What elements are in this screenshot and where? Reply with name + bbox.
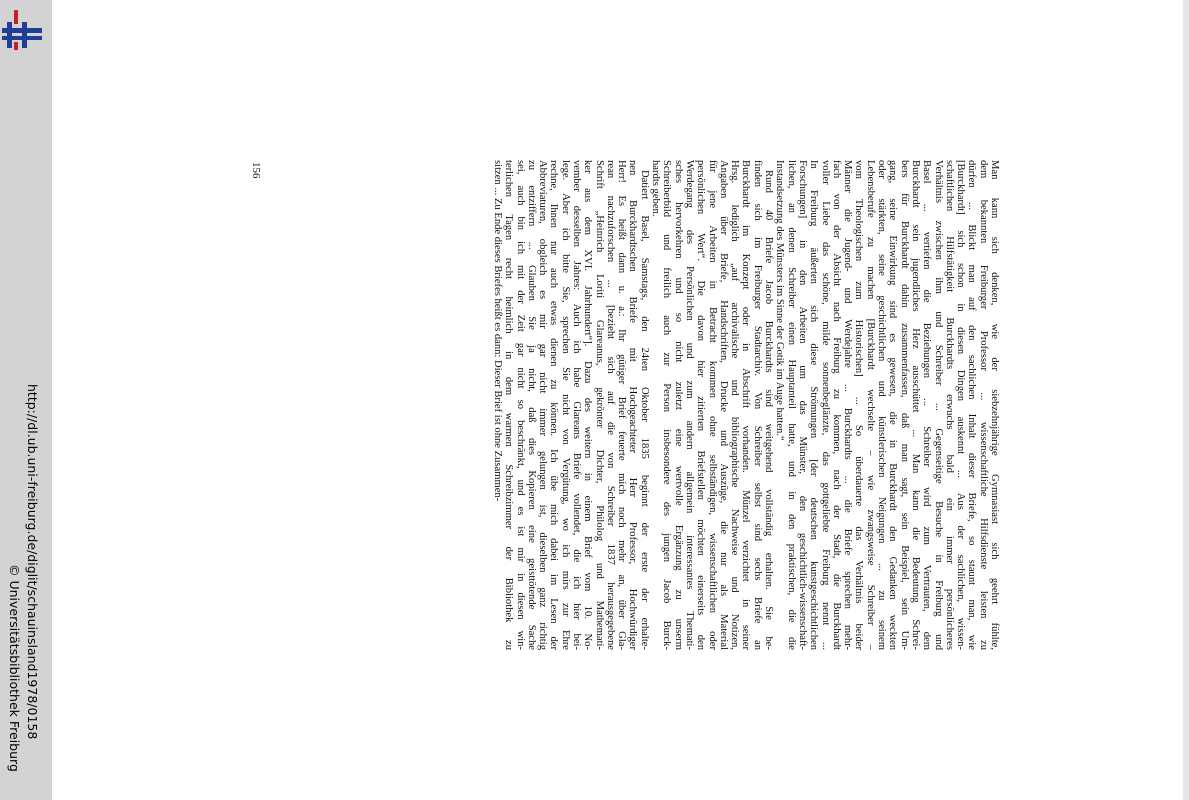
- text-line: Männer die Jugend- und Werdejahre ... Burckhardts ... die Briefe sprechen mehr-: [842, 160, 854, 650]
- text-line: Burckhardt im Konzept oder in Abschrift vorhanden. Münzel verzichtet in seiner: [740, 160, 752, 650]
- text-line: lichen, an denen Schreiber einen Hauptanteil hatte, und in den praktischen, die die: [785, 160, 797, 650]
- text-line: schaftlichen Hilfstätigkeit Burckhardts erwuchs bald ein immer persönlicheres: [943, 160, 955, 650]
- text-line: dem bekannten Freiburger Professor ... wissenschaftliche Hilfsdienste leisten zu: [977, 160, 989, 650]
- text-line: rean nachzuforschen ... [bezieht sich auf die von Schreiber 1837 herausgegebene: [604, 160, 616, 650]
- text-line: Angaben über Briefe, Handschriften, Drucke und Auszüge, die nur als Material: [717, 160, 729, 650]
- page-number-text: 156: [250, 162, 262, 179]
- text-line: Instandsetzung des Münsters im Sinne der Gotik im Auge hatten.“: [774, 160, 786, 441]
- text-line: Werdegang des Persönlichen und zum andern allgemein interessantes Themati-: [683, 160, 695, 650]
- text-line: vom Theologischen zum Historischen] ... So überdauerte das Verhältnis beider: [853, 160, 865, 650]
- text-line: sitzen ... Zu Ende dieses Briefes heißt es dann: Dieser Brief ist ohne Zusammen-: [491, 160, 503, 502]
- text-line: Herr! Es heißt dann u. a.: Ihr gütiger Brief feuerte mich noch mehr an, über Gla-: [616, 160, 628, 650]
- page-text-block: [492, 160, 1000, 650]
- text-line: Verhältnis zwischen ihm und Schreiber ... Gegenseitige Besuche in Freiburg und: [932, 160, 944, 650]
- text-line: Forschungen] in den Arbeiten um das Münster, den geschichtlich-wissenschaft-: [796, 160, 808, 650]
- text-line: nen Burckhardtschen Briefe mit Hochgeachteter Herr Professor, Hochwürdiger: [627, 160, 639, 650]
- text-line: In Freiburg äußerten sich diese Strömungen [der deutschen kunstgeschichtlichen: [808, 160, 820, 650]
- text-line: fach von der Absicht nach Freiburg zu kommen, nach der Stadt, die Burckhardt: [830, 160, 842, 650]
- text-line: finden sich im Freiburger Stadtarchiv. Von Schreiber selbst sind sechs Briefe an: [751, 160, 763, 650]
- text-line: oder stärkten, seine geschichtlichen und künstlerischen Neigungen ... zu seinem: [876, 160, 888, 650]
- text-line: vember desselben Jahres: Auch ich habe Glareans Briefe vollendet, die ich hier bei-: [571, 160, 583, 650]
- text-line: sei, auch bin ich mit der Zeit gar nicht so beschränkt, und es ist mir in diesen win-: [514, 160, 526, 650]
- text-line: Rund 40 Briefe Jacob Burckhardts sind weitgehend vollständig erhalten. Sie be-: [763, 170, 775, 650]
- text-line: Schreiberbild und freilich auch zur Person insbesondere des jungen Jacob Burck-: [661, 160, 673, 650]
- text-line: ker aus dem XVI. Jahrhundert“]. Dazu des weitern in einem Brief vom 10. No-: [582, 160, 594, 650]
- text-line: Basel ... vertiefen die Beziehungen ... Schreiber wird zum Vertrauten, dem: [921, 160, 933, 650]
- document-url-link[interactable]: http://dl.ub.uni-freiburg.de/diglit/schauinsland1978/0158: [25, 384, 40, 740]
- text-line: Man kann sich denken, wie der siebzehnjährige Gymnasiast sich geehrt fühlte,: [989, 160, 1000, 650]
- text-line: terlichen Tagen recht heimlich in dem warmen Schreibzimmer der Bibliothek zu: [503, 160, 515, 650]
- text-line: dürfen ... Blickt man auf den sachlichen Inhalt dieser Briefe, so staunt man, wie: [966, 160, 978, 650]
- text-line: voller Liebe das schöne, milde sonnenbeglänzte, das gottgeliebte Freiburg nennt ...: [819, 160, 831, 650]
- text-line: hardts geben.: [650, 160, 662, 217]
- text-line: rechne, Ihnen nur auch etwas dienen zu können. Ich übe mich dabei im Lesen der: [548, 160, 560, 650]
- text-line: [Burckhardt] sich schon in diesen Dingen auskennt ... Aus der sachlichen, wissen-: [955, 160, 967, 650]
- text-line: zu entziffern ... Glauben Sie ja nicht, daß dies Kopieren eine geisttötende Sache: [525, 160, 537, 650]
- text-line: Abbreviaturen, obgleich es mir gar nicht immer gelungen ist, dieselben ganz richtig: [537, 160, 549, 650]
- text-line: gang, seine Einwirkung sind es gewesen, die in Burckhardt den Gedanken weckten: [887, 160, 899, 650]
- text-line: Hrsg. lediglich „auf archivalische und bibliographische Nachweise und Notizen,: [729, 160, 741, 650]
- sidebar: [0, 0, 52, 800]
- text-line: bers für Burckhardt dahin zusammenfassen, daß man sagt, sein Beispiel, sein Um-: [898, 160, 910, 650]
- text-line: persönlichen Wert“. Die davon hier zitierten Briefstellen möchten einerseits den: [695, 160, 707, 650]
- text-line: Schrift „Heinrich Loriti Glareanus, gekrönter Dichter, Philolog und Mathemati-: [593, 160, 605, 650]
- text-line: Burckhardt sein jugendliches Herz ausschüttet ... Man kann die Bedeutung Schrei-: [909, 160, 921, 650]
- text-line: Lebensberufe zu machen [Burckhardt wechselte – wie zwangsweise Schreiber –: [864, 160, 876, 650]
- text-line: Datiert Basel, Samstags, den 24ten Oktober 1835 beginnt der erste der erhalte-: [638, 170, 650, 650]
- scrollbar-track[interactable]: [1183, 0, 1189, 800]
- text-line: für jene Arbeiten in Betracht kommen ohne selbständigen, wissenschaftlichen oder: [706, 160, 718, 650]
- text-line: sches hervorkehren und so nicht zuletzt eine wertvolle Ergänzung zu unserm: [672, 160, 684, 650]
- university-library-logo-icon[interactable]: [0, 8, 44, 52]
- text-line: lege. Aber ich bitte Sie, sprechen Sie nicht von Vergütung, wo ich mirs zur Ehre: [559, 160, 571, 650]
- copyright-text: © Universitätsbibliothek Freiburg: [7, 564, 22, 772]
